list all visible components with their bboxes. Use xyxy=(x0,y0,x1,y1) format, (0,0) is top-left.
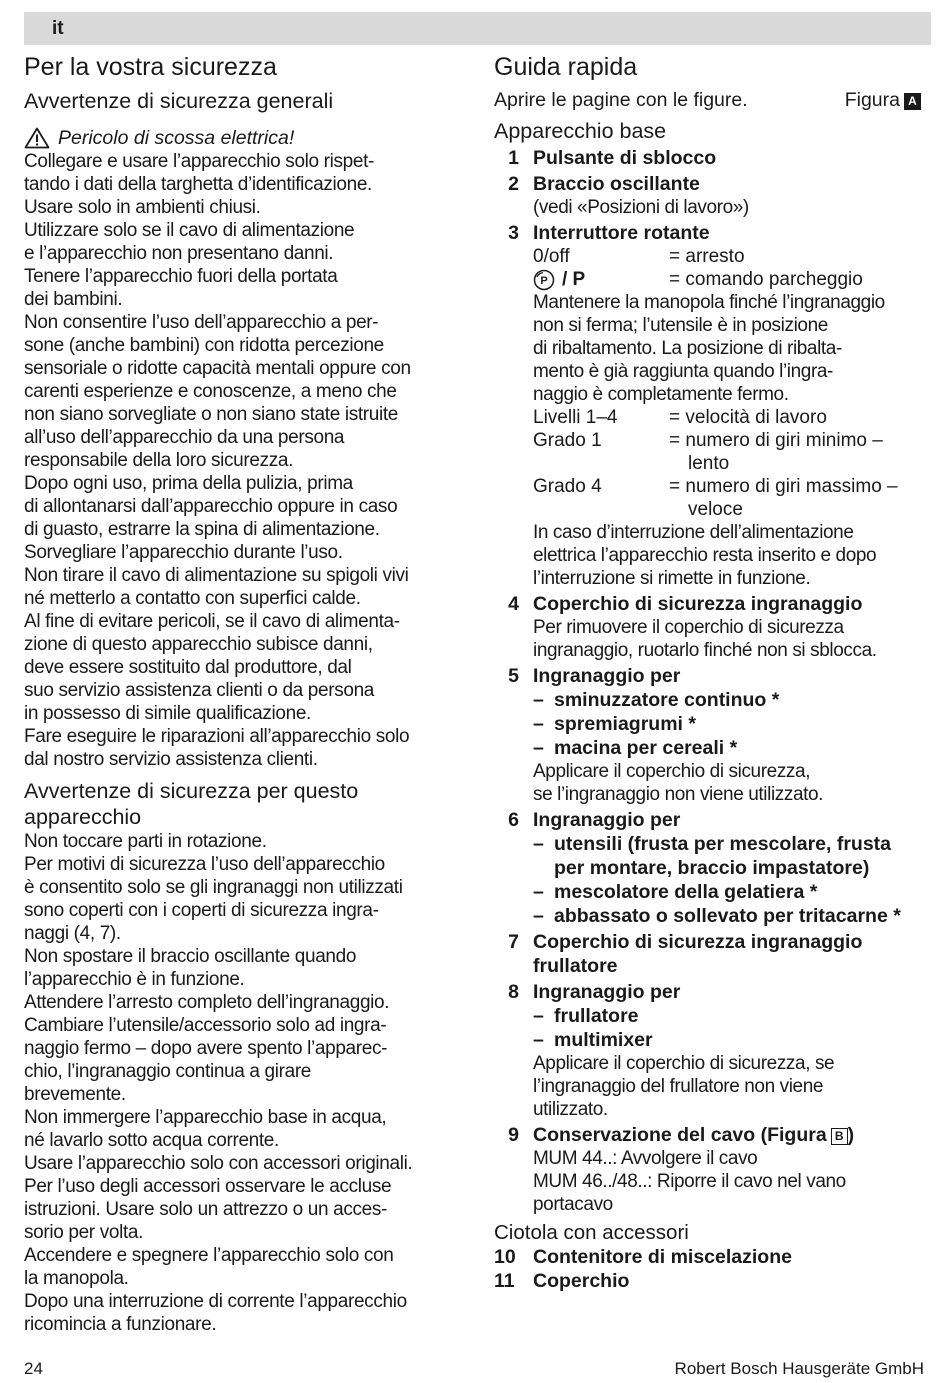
general-safety-text xyxy=(24,150,464,771)
sub-item: – abbassato o sollevato per tritacarne * xyxy=(533,905,901,927)
text-line: Per l’uso degli accessori osservare le accluse xyxy=(24,1176,392,1197)
item-number: 6 xyxy=(508,809,519,831)
sub-item: – mescolatore della gelatiera * xyxy=(533,881,818,903)
text-line: dal nostro servizio assistenza clienti. xyxy=(24,749,318,770)
setting-key: 0/off xyxy=(533,246,570,267)
setting-value: = comando parcheggio xyxy=(669,269,863,290)
item-number: 8 xyxy=(508,981,519,1003)
text-line: elettrica l’apparecchio resta inserito e dopo xyxy=(533,545,877,566)
text-line: di ribaltamento. La posizione di ribalta- xyxy=(533,338,842,359)
text-line: Non tirare il cavo di alimentazione su spigoli vivi xyxy=(24,565,409,586)
text-line: Per motivi di sicurezza l’uso dell’apparecchio xyxy=(24,854,385,875)
text-line: Dopo una interruzione di corrente l’apparecchio xyxy=(24,1291,407,1312)
text-line: naggio fermo – dopo avere spento l’apparec- xyxy=(24,1038,388,1059)
text-line: brevemente. xyxy=(24,1084,126,1105)
text-line: naggi (4, 7). xyxy=(24,923,121,944)
device-safety-heading xyxy=(24,778,464,830)
item-number: 2 xyxy=(508,173,519,195)
list-item xyxy=(494,1123,930,1147)
figure-a-badge: A xyxy=(904,93,921,110)
item-description xyxy=(533,760,930,806)
text-line: Usare solo in ambienti chiusi. xyxy=(24,197,261,218)
text-line: In caso d’interruzione dell’alimentazione xyxy=(533,522,854,543)
setting-row xyxy=(533,268,930,291)
item-number: 10 xyxy=(494,1246,516,1268)
figure-label: Figura xyxy=(844,89,900,111)
item-description xyxy=(533,1052,930,1121)
item-description xyxy=(533,616,930,662)
text-line: l’ingranaggio del frullatore non viene xyxy=(533,1076,824,1097)
sub-item: – spremiagrumi * xyxy=(533,713,696,735)
text-line: utensili (frusta per mescolare, frusta xyxy=(554,833,892,855)
text-line: e l’apparecchio non presentano danni. xyxy=(24,243,334,264)
text-line: Applicare il coperchio di sicurezza, se xyxy=(533,1053,835,1074)
list-item xyxy=(494,930,930,978)
text-line: ingranaggio, ruotarlo finché non si sblocca. xyxy=(533,640,877,661)
sub-item: – utensili (frusta per mescolare, frusta per montare, braccio impastatore) xyxy=(533,833,892,879)
text-line: chio, l’ingranaggio continua a girare xyxy=(24,1061,312,1082)
item-title: Coperchio xyxy=(533,1270,630,1292)
item-title: Ingranaggio per xyxy=(533,809,681,831)
text-line: tando i dati della targhetta d’identificazione. xyxy=(24,174,372,195)
base-device-heading: Apparecchio base xyxy=(494,119,667,143)
list-item xyxy=(494,1245,930,1269)
item-description: (vedi «Posizioni di lavoro») xyxy=(533,197,749,218)
text-line: istruzioni. Usare solo un attrezzo o un acces- xyxy=(24,1199,388,1220)
parking-symbol-icon xyxy=(533,269,555,291)
text-line: la manopola. xyxy=(24,1268,129,1289)
list-item xyxy=(494,146,930,170)
page-number: 24 xyxy=(24,1359,43,1378)
text-line: all’uso dell’apparecchio da una persona xyxy=(24,427,345,448)
text-line: Coperchio di sicurezza ingranaggio xyxy=(533,931,863,953)
setting-key xyxy=(533,268,669,291)
item-number: 4 xyxy=(508,593,519,615)
setting-row xyxy=(533,245,930,268)
open-pages-line xyxy=(494,88,921,112)
sub-item: – sminuzzatore continuo * xyxy=(533,689,780,711)
text-line: = numero di giri massimo – xyxy=(669,476,898,497)
setting-value: = arresto xyxy=(669,246,745,267)
list-item xyxy=(494,664,930,688)
item-title: Braccio oscillante xyxy=(533,173,700,195)
item-title: Contenitore di miscelazione xyxy=(533,1246,792,1268)
setting-key: Grado 4 xyxy=(533,476,602,497)
item-description xyxy=(533,291,930,406)
text-line: responsabile della loro sicurezza. xyxy=(24,450,294,471)
item-number: 1 xyxy=(508,147,519,169)
warning-triangle-icon xyxy=(24,127,50,149)
text-line: non siano sorvegliate o non siano state istruite xyxy=(24,404,398,425)
text-line: Dopo ogni uso, prima della pulizia, prima xyxy=(24,473,353,494)
setting-value xyxy=(669,475,898,521)
item-title: Interruttore rotante xyxy=(533,222,710,244)
text-line: è consentito solo se gli ingranaggi non utilizzati xyxy=(24,877,403,898)
text-line: di allontanarsi dall’apparecchio oppure in caso xyxy=(24,496,398,517)
text-line: Non toccare parti in rotazione. xyxy=(24,831,267,852)
text-line: MUM 44..: Avvolgere il cavo xyxy=(533,1148,758,1169)
sub-item-label: frullatore xyxy=(554,1005,639,1027)
text-line: ricomincia a funzionare. xyxy=(24,1314,217,1335)
sub-item-label: multimixer xyxy=(554,1029,653,1051)
sub-item-label: macina per cereali * xyxy=(554,737,738,759)
text-line: naggio è completamente fermo. xyxy=(533,384,789,405)
text-line: l’apparecchio è in funzione. xyxy=(24,969,245,990)
device-safety-text xyxy=(24,830,464,1336)
text-line: deve essere sostituito dal produttore, dal xyxy=(24,657,352,678)
text-line: Usare l’apparecchio solo con accessori originali. xyxy=(24,1153,413,1174)
text-line: Fare eseguire le riparazioni all’apparecchio solo xyxy=(24,726,410,747)
text-line: Non immergere l’apparecchio base in acqua, xyxy=(24,1107,387,1128)
text-line: sorio per volta. xyxy=(24,1222,144,1243)
text-line: sensoriale o ridotte capacità mentali oppure con xyxy=(24,358,411,379)
heading-line: apparecchio xyxy=(24,805,142,829)
text-line: frullatore xyxy=(533,955,618,977)
item-number: 3 xyxy=(508,222,519,244)
language-bar xyxy=(24,12,931,45)
sub-item-label: mescolatore della gelatiera * xyxy=(554,881,818,903)
list-item xyxy=(494,980,930,1004)
text-line: né lavarlo sotto acqua corrente. xyxy=(24,1130,279,1151)
general-safety-heading: Avvertenze di sicurezza generali xyxy=(24,89,334,113)
sub-item-label: spremiagrumi * xyxy=(554,713,696,735)
item-number: 9 xyxy=(508,1124,519,1146)
quick-guide-title: Guida rapida xyxy=(494,53,638,81)
text-line: = numero di giri minimo – xyxy=(669,430,883,451)
list-item xyxy=(494,172,930,196)
text-line: Tenere l’apparecchio fuori della portata xyxy=(24,266,338,287)
p-label: / P xyxy=(562,269,586,290)
sub-item-label: abbassato o sollevato per tritacarne * xyxy=(554,905,901,927)
item-number: 11 xyxy=(494,1270,515,1292)
list-item xyxy=(494,221,930,245)
text-line: dei bambini. xyxy=(24,289,123,310)
text-line: se l’ingranaggio non viene utilizzato. xyxy=(533,784,824,805)
text-line: Collegare e usare l’apparecchio solo rispet- xyxy=(24,151,375,172)
setting-value: = velocità di lavoro xyxy=(669,407,827,428)
warning-label: Pericolo di scossa elettrica! xyxy=(58,127,295,149)
language-code: it xyxy=(52,18,64,39)
setting-key: Grado 1 xyxy=(533,430,602,451)
text-line: Non consentire l’uso dell’apparecchio a per- xyxy=(24,312,379,333)
quick-guide-column xyxy=(494,52,930,1293)
text-line: sone (anche bambini) con ridotta percezione xyxy=(24,335,384,356)
list-item xyxy=(494,808,930,832)
list-item xyxy=(494,1269,930,1293)
text-line: lento xyxy=(688,453,730,474)
text-line: né metterlo a contatto con superfici calde. xyxy=(24,588,361,609)
text-line: Attendere l’arresto completo dell’ingranaggio. xyxy=(24,992,390,1013)
text-line: portacavo xyxy=(533,1194,613,1215)
item-description xyxy=(533,1147,930,1216)
item-title: Pulsante di sblocco xyxy=(533,147,717,169)
text-line: l’interruzione si rimette in funzione. xyxy=(533,568,811,589)
sub-item: – frullatore xyxy=(533,1005,639,1027)
item-title: Ingranaggio per xyxy=(533,665,681,687)
text-line: utilizzato. xyxy=(533,1099,608,1120)
text-line: Applicare il coperchio di sicurezza, xyxy=(533,761,811,782)
text-line: zione di questo apparecchio subisce danni, xyxy=(24,634,373,655)
text-line: in possesso di simile qualificazione. xyxy=(24,703,311,724)
item-title: Coperchio di sicurezza ingranaggio xyxy=(533,593,863,615)
text-line: Non spostare il braccio oscillante quando xyxy=(24,946,357,967)
text-line: Mantenere la manopola finché l’ingranaggio xyxy=(533,292,885,313)
text-line: di guasto, estrarre la spina di alimentazione. xyxy=(24,519,380,540)
text-line: per montare, braccio impastatore) xyxy=(554,857,870,879)
text-line: Utilizzare solo se il cavo di alimentazione xyxy=(24,220,355,241)
title-close: ) xyxy=(847,1124,855,1146)
text-line: Al fine di evitare pericoli, se il cavo di alimenta- xyxy=(24,611,400,632)
heading-line: Avvertenze di sicurezza per questo xyxy=(24,779,359,803)
item-title xyxy=(533,1123,854,1147)
item-title: Ingranaggio per xyxy=(533,981,681,1003)
item-description xyxy=(533,521,930,590)
title-text: Conservazione del cavo (Figura xyxy=(533,1124,827,1146)
item-title xyxy=(533,930,862,978)
text-line: carenti esperienze e conoscenze, a meno che xyxy=(24,381,397,402)
item-number: 7 xyxy=(508,931,519,953)
text-line: Per rimuovere il coperchio di sicurezza xyxy=(533,617,844,638)
text-line: veloce xyxy=(688,499,743,520)
safety-column xyxy=(24,52,464,1336)
bowl-heading: Ciotola con accessori xyxy=(494,1221,689,1244)
setting-row xyxy=(533,429,930,475)
sub-item-label: sminuzzatore continuo * xyxy=(554,689,780,711)
list-item xyxy=(494,592,930,616)
sub-item-label xyxy=(554,832,891,880)
setting-value xyxy=(669,429,883,475)
text-line: Cambiare l’utensile/accessorio solo ad ingra- xyxy=(24,1015,387,1036)
electric-warning xyxy=(24,126,464,150)
setting-row xyxy=(533,406,930,429)
text-line: non si ferma; l’utensile è in posizione xyxy=(533,315,828,336)
setting-row xyxy=(533,475,930,521)
text-line: sono coperti con i coperti di sicurezza ingra- xyxy=(24,900,379,921)
svg-text:P: P xyxy=(540,274,548,287)
text-line: Accendere e spegnere l’apparecchio solo con xyxy=(24,1245,394,1266)
item-number: 5 xyxy=(508,665,519,687)
company-name: Robert Bosch Hausgeräte GmbH xyxy=(674,1359,924,1378)
open-pages-text: Aprire le pagine con le figure. xyxy=(494,89,748,111)
figure-b-badge: B xyxy=(831,1128,848,1145)
figure-ref xyxy=(845,88,921,112)
text-line: MUM 46../48..: Riporre il cavo nel vano xyxy=(533,1171,846,1192)
safety-title: Per la vostra sicurezza xyxy=(24,53,277,81)
text-line: mento è già raggiunta quando l’ingra- xyxy=(533,361,833,382)
text-line: Sorvegliare l’apparecchio durante l’uso. xyxy=(24,542,343,563)
sub-item: – multimixer xyxy=(533,1029,653,1051)
setting-key: Livelli 1–4 xyxy=(533,407,618,428)
text-line: suo servizio assistenza clienti o da persona xyxy=(24,680,375,701)
sub-item: – macina per cereali * xyxy=(533,737,738,759)
